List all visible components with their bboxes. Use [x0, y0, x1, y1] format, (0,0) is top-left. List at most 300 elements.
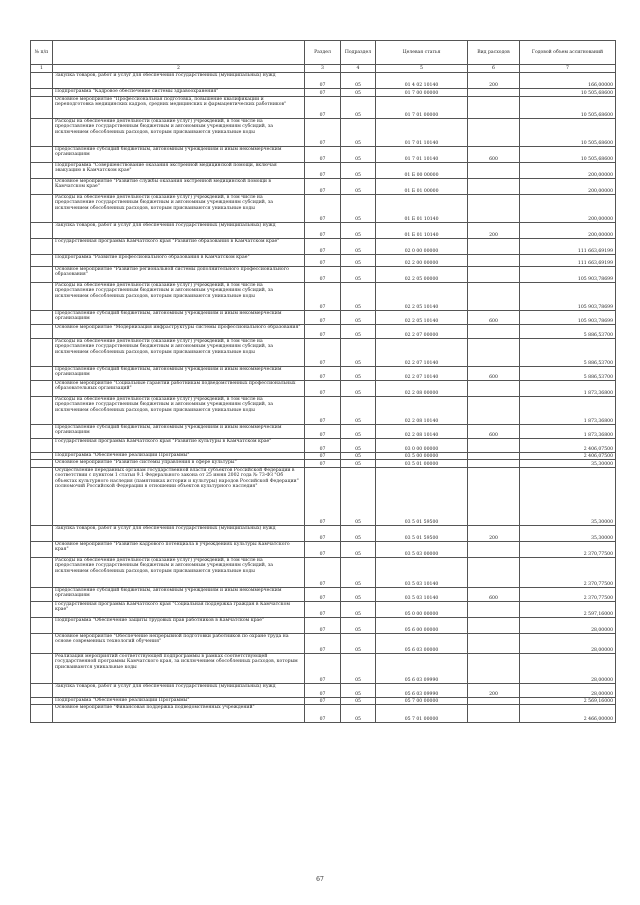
table-row	[31, 654, 616, 684]
row-podrazdel: 05	[341, 654, 376, 684]
row-podrazdel: 05	[341, 267, 376, 283]
row-name: Закупка товаров, работ и услуг для обеспечения государственных (муниципальных) нужд	[53, 223, 305, 239]
row-expense-type: 600	[468, 588, 520, 602]
row-razdel: 07	[305, 558, 341, 588]
index-cell: 2	[53, 65, 305, 73]
row-sum: 10 505,68600	[520, 147, 616, 163]
row-target-article: 01 4 02 10140	[376, 73, 468, 89]
table-row	[31, 618, 616, 634]
table-row	[31, 97, 616, 119]
row-podrazdel: 05	[341, 618, 376, 634]
row-expense-type	[468, 698, 520, 705]
row-razdel: 07	[305, 267, 341, 283]
table-row	[31, 453, 616, 460]
row-podrazdel: 05	[341, 283, 376, 311]
row-name: Подпрограмма "Обеспечение защиты трудовых прав работников в Камчатском крае"	[53, 618, 305, 634]
row-sum: 5 886,53700	[520, 367, 616, 381]
row-sum: 2 597,16000	[520, 602, 616, 618]
row-razdel: 07	[305, 618, 341, 634]
row-podrazdel: 05	[341, 381, 376, 397]
row-razdel: 07	[305, 588, 341, 602]
table-row	[31, 634, 616, 654]
row-expense-type	[468, 283, 520, 311]
row-target-article: 05 0 00 00000	[376, 602, 468, 618]
row-expense-type	[468, 97, 520, 119]
row-sum: 10 505,68600	[520, 119, 616, 147]
row-name: Подпрограмма "Развитие профессионального образования в Камчатском крае"	[53, 255, 305, 267]
row-expense-type: 600	[468, 425, 520, 439]
row-target-article: 01 7 01 00000	[376, 97, 468, 119]
table-row	[31, 267, 616, 283]
row-name: Реализация мероприятий соответствующей подпрограммы в рамках соответствующей государственной программы Камчатского края, за исключением обособленных расходов, которым присваиваются уникальные коды	[53, 654, 305, 684]
row-sum: 28,00000	[520, 654, 616, 684]
row-razdel: 07	[305, 397, 341, 425]
row-expense-type	[468, 195, 520, 223]
row-name: Предоставление субсидий бюджетным, автономным учреждениям и иным некоммерческим организациям	[53, 425, 305, 439]
table-row	[31, 283, 616, 311]
row-target-article: 03 5 01 59500	[376, 468, 468, 526]
row-name: Государственная программа Камчатского края "Развитие культуры в Камчатском крае"	[53, 439, 305, 453]
row-podrazdel: 05	[341, 73, 376, 89]
table-row	[31, 255, 616, 267]
row-name: Основное мероприятие "Развитие службы оказания экстренной медицинской помощи в Камчатском крае"	[53, 179, 305, 195]
index-cell: 6	[468, 65, 520, 73]
row-sum: 1 873,36800	[520, 397, 616, 425]
page-number: 67	[316, 876, 324, 883]
row-number	[31, 239, 53, 255]
row-target-article: 03 0 00 00000	[376, 439, 468, 453]
row-target-article: 05 6 03 09990	[376, 654, 468, 684]
row-razdel: 07	[305, 73, 341, 89]
row-razdel: 07	[305, 634, 341, 654]
table-row	[31, 179, 616, 195]
row-name: Расходы на обеспечение деятельности (оказание услуг) учреждений, в том числе на предоставление государственным бюджетным и автономным учреждениям субсидий, за исключением обособленных расходов, которым присваиваются уникальные коды	[53, 339, 305, 367]
row-podrazdel: 05	[341, 367, 376, 381]
table-row	[31, 163, 616, 179]
index-cell: 4	[341, 65, 376, 73]
row-number	[31, 311, 53, 325]
table-row	[31, 367, 616, 381]
row-number	[31, 705, 53, 723]
row-number	[31, 267, 53, 283]
row-sum: 10 505,68600	[520, 97, 616, 119]
row-sum: 35,30000	[520, 468, 616, 526]
row-podrazdel: 05	[341, 558, 376, 588]
table-row	[31, 468, 616, 526]
row-podrazdel: 05	[341, 684, 376, 698]
row-razdel: 07	[305, 195, 341, 223]
row-name: Подпрограмма "Совершенствование оказания экстренной медицинской помощи, включая эвакуацию в Камчатском крае"	[53, 163, 305, 179]
row-sum: 2 370,77500	[520, 542, 616, 558]
row-sum: 200,00000	[520, 195, 616, 223]
row-sum: 28,00000	[520, 618, 616, 634]
row-expense-type	[468, 460, 520, 468]
row-number	[31, 147, 53, 163]
index-cell: 7	[520, 65, 616, 73]
row-expense-type	[468, 397, 520, 425]
row-name: Закупка товаров, работ и услуг для обеспечения государственных (муниципальных) нужд	[53, 73, 305, 89]
row-name: Осуществление переданных органам государственной власти субъектов Российской Федерации в соответствии с пунктом 1 статьи 9.1 Федерального закона от 25 июня 2002 года № 73-ФЗ "Об объектах культурного наследия (памятниках истории и культуры) народов Российской Федерации" полномочий Российской Федерации в отношении объектов культурного наследия"	[53, 468, 305, 526]
row-sum: 1 873,36800	[520, 381, 616, 397]
row-number	[31, 542, 53, 558]
row-number	[31, 468, 53, 526]
row-expense-type	[468, 618, 520, 634]
header-num: № п/п	[31, 41, 53, 65]
row-expense-type	[468, 453, 520, 460]
index-cell: 1	[31, 65, 53, 73]
header-name	[53, 41, 305, 65]
table-row	[31, 558, 616, 588]
index-cell: 3	[305, 65, 341, 73]
row-sum: 2 370,77500	[520, 588, 616, 602]
budget-page	[30, 40, 615, 723]
row-number	[31, 425, 53, 439]
row-name: Государственная программа Камчатского края "Развитие образования в Камчатском крае"	[53, 239, 305, 255]
row-razdel: 07	[305, 684, 341, 698]
row-expense-type	[468, 119, 520, 147]
row-name: Основное мероприятие "Модернизация инфраструктуры системы профессионального образования"	[53, 325, 305, 339]
row-razdel: 07	[305, 460, 341, 468]
row-name: Основное мероприятие "Обеспечение непрерывной подготовки работников по охране труда на основе современных технологий обучения"	[53, 634, 305, 654]
row-target-article: 03 5 01 00000	[376, 460, 468, 468]
row-number	[31, 367, 53, 381]
row-sum: 200,00000	[520, 163, 616, 179]
row-name: Расходы на обеспечение деятельности (оказание услуг) учреждений, в том числе на предоставление государственным бюджетным и автономным учреждениям субсидий, за исключением обособленных расходов, которым присваиваются уникальные коды	[53, 195, 305, 223]
row-razdel: 07	[305, 705, 341, 723]
row-razdel: 07	[305, 163, 341, 179]
row-podrazdel: 05	[341, 698, 376, 705]
row-number	[31, 223, 53, 239]
row-razdel: 07	[305, 468, 341, 526]
row-razdel: 07	[305, 223, 341, 239]
row-sum: 10 505,68600	[520, 89, 616, 97]
row-target-article: 02 2 05 00000	[376, 267, 468, 283]
row-target-article: 03 5 03 10140	[376, 588, 468, 602]
table-row	[31, 381, 616, 397]
row-name: Предоставление субсидий бюджетным, автономным учреждениям и иным некоммерческим организациям	[53, 367, 305, 381]
row-expense-type	[468, 255, 520, 267]
row-name: Основное мероприятие "Финансовая поддержка подведомственных учреждений"	[53, 705, 305, 723]
row-name: Предоставление субсидий бюджетным, автономным учреждениям и иным некоммерческим организациям	[53, 588, 305, 602]
row-sum: 28,00000	[520, 684, 616, 698]
table-row	[31, 339, 616, 367]
row-razdel: 07	[305, 119, 341, 147]
row-podrazdel: 05	[341, 325, 376, 339]
row-podrazdel: 05	[341, 439, 376, 453]
row-razdel: 07	[305, 381, 341, 397]
row-expense-type: 200	[468, 526, 520, 542]
header-target-article: Целевая статья	[376, 41, 468, 65]
row-number	[31, 163, 53, 179]
row-number	[31, 283, 53, 311]
table-row	[31, 223, 616, 239]
row-number	[31, 397, 53, 425]
row-sum: 28,00000	[520, 634, 616, 654]
row-razdel: 07	[305, 542, 341, 558]
row-expense-type: 200	[468, 73, 520, 89]
table-row	[31, 73, 616, 89]
row-number	[31, 97, 53, 119]
row-number	[31, 453, 53, 460]
row-razdel: 07	[305, 453, 341, 460]
budget-table	[30, 40, 616, 723]
row-target-article: 05 7 00 00000	[376, 698, 468, 705]
row-podrazdel: 05	[341, 195, 376, 223]
row-target-article: 05 6 03 00000	[376, 634, 468, 654]
row-razdel: 07	[305, 255, 341, 267]
index-cell: 5	[376, 65, 468, 73]
table-row	[31, 147, 616, 163]
row-razdel: 07	[305, 367, 341, 381]
row-sum: 2 569,16000	[520, 698, 616, 705]
row-podrazdel: 05	[341, 453, 376, 460]
row-name: Основное мероприятие "Развитие системы управления в сфере культуры"	[53, 460, 305, 468]
table-row	[31, 195, 616, 223]
row-razdel: 07	[305, 283, 341, 311]
row-razdel: 07	[305, 425, 341, 439]
row-name: Подпрограмма "Кадровое обеспечение системы здравоохранения"	[53, 89, 305, 97]
row-target-article: 01 7 01 10140	[376, 119, 468, 147]
row-expense-type	[468, 654, 520, 684]
row-razdel: 07	[305, 89, 341, 97]
header-expense-type: Вид расходов	[468, 41, 520, 65]
row-podrazdel: 05	[341, 588, 376, 602]
row-expense-type: 600	[468, 147, 520, 163]
table-row	[31, 119, 616, 147]
row-name: Основное мероприятие "Социальные гарантии работникам подведомственных профессиональных образовательных организаций"	[53, 381, 305, 397]
row-number	[31, 602, 53, 618]
row-razdel: 07	[305, 698, 341, 705]
row-podrazdel: 05	[341, 255, 376, 267]
row-expense-type	[468, 381, 520, 397]
row-sum: 105 903,78699	[520, 267, 616, 283]
row-podrazdel: 05	[341, 223, 376, 239]
row-number	[31, 618, 53, 634]
row-sum: 2 406,07500	[520, 439, 616, 453]
table-row	[31, 239, 616, 255]
row-podrazdel: 05	[341, 460, 376, 468]
row-sum: 2 406,07500	[520, 453, 616, 460]
row-number	[31, 588, 53, 602]
header-podrazdel: Подраздел	[341, 41, 376, 65]
row-target-article: 02 2 05 10140	[376, 311, 468, 325]
row-sum: 200,00000	[520, 223, 616, 239]
row-number	[31, 439, 53, 453]
table-row	[31, 325, 616, 339]
row-target-article: 01 Б 01 00000	[376, 179, 468, 195]
row-razdel: 07	[305, 147, 341, 163]
row-target-article: 01 Б 01 10140	[376, 195, 468, 223]
row-expense-type	[468, 542, 520, 558]
row-number	[31, 460, 53, 468]
row-target-article: 02 2 08 10140	[376, 397, 468, 425]
table-body	[31, 73, 616, 723]
row-expense-type	[468, 239, 520, 255]
row-name: Расходы на обеспечение деятельности (оказание услуг) учреждений, в том числе на предоставление государственным бюджетным и автономным учреждениям субсидий, за исключением обособленных расходов, которым присваиваются уникальные коды	[53, 397, 305, 425]
row-name: Предоставление субсидий бюджетным, автономным учреждениям и иным некоммерческим организациям	[53, 311, 305, 325]
row-razdel: 07	[305, 602, 341, 618]
row-name: Расходы на обеспечение деятельности (оказание услуг) учреждений, в том числе на предоставление государственным бюджетным и автономным учреждениям субсидий, за исключением обособленных расходов, которым присваиваются уникальные коды	[53, 558, 305, 588]
row-number	[31, 698, 53, 705]
row-expense-type	[468, 179, 520, 195]
row-number	[31, 558, 53, 588]
row-razdel: 07	[305, 439, 341, 453]
row-razdel: 07	[305, 526, 341, 542]
row-target-article: 02 2 07 00000	[376, 325, 468, 339]
row-target-article: 02 2 07 10140	[376, 367, 468, 381]
row-name: Расходы на обеспечение деятельности (оказание услуг) учреждений, в том числе на предоставление государственным бюджетным и автономным учреждениям субсидий, за исключением обособленных расходов, которым присваиваются уникальные коды	[53, 283, 305, 311]
header-annual-sum: Годовой объем ассигнований	[520, 41, 616, 65]
row-target-article: 05 7 01 00000	[376, 705, 468, 723]
row-podrazdel: 05	[341, 339, 376, 367]
table-header-row	[31, 41, 616, 65]
row-number	[31, 325, 53, 339]
row-target-article: 02 2 07 10140	[376, 339, 468, 367]
row-number	[31, 381, 53, 397]
table-row	[31, 705, 616, 723]
row-expense-type: 600	[468, 311, 520, 325]
table-row	[31, 698, 616, 705]
row-target-article: 05 6 03 09990	[376, 684, 468, 698]
row-expense-type	[468, 89, 520, 97]
row-sum: 105 903,78699	[520, 283, 616, 311]
row-sum: 35,30000	[520, 526, 616, 542]
row-sum: 111 663,69199	[520, 239, 616, 255]
row-razdel: 07	[305, 325, 341, 339]
row-name: Основное мероприятие "Развитие кадрового потенциала в учреждениях культуры Камчатского края"	[53, 542, 305, 558]
row-number	[31, 339, 53, 367]
row-sum: 200,00000	[520, 179, 616, 195]
row-sum: 2 370,77500	[520, 558, 616, 588]
row-name: Закупка товаров, работ и услуг для обеспечения государственных (муниципальных) нужд	[53, 684, 305, 698]
row-target-article: 01 Б 01 10140	[376, 223, 468, 239]
row-expense-type	[468, 339, 520, 367]
table-row	[31, 425, 616, 439]
row-number	[31, 89, 53, 97]
row-sum: 5 886,53700	[520, 339, 616, 367]
table-row	[31, 397, 616, 425]
row-expense-type	[468, 439, 520, 453]
row-razdel: 07	[305, 654, 341, 684]
table-row	[31, 311, 616, 325]
row-name: Подпрограмма "Обеспечение реализации Программы"	[53, 698, 305, 705]
row-expense-type	[468, 163, 520, 179]
row-podrazdel: 05	[341, 239, 376, 255]
row-number	[31, 179, 53, 195]
row-podrazdel: 05	[341, 602, 376, 618]
row-target-article: 03 5 00 00000	[376, 453, 468, 460]
row-podrazdel: 05	[341, 634, 376, 654]
row-sum: 111 663,69199	[520, 255, 616, 267]
table-row	[31, 439, 616, 453]
row-name: Основное мероприятие "Развитие региональной системы дополнительного профессионального образования"	[53, 267, 305, 283]
row-name: Закупка товаров, работ и услуг для обеспечения государственных (муниципальных) нужд	[53, 526, 305, 542]
row-name: Подпрограмма "Обеспечение реализации Программы"	[53, 453, 305, 460]
row-target-article: 02 0 00 00000	[376, 239, 468, 255]
table-row	[31, 460, 616, 468]
row-target-article: 02 2 00 00000	[376, 255, 468, 267]
row-podrazdel: 05	[341, 397, 376, 425]
row-expense-type	[468, 558, 520, 588]
table-row	[31, 684, 616, 698]
row-razdel: 07	[305, 339, 341, 367]
table-row	[31, 526, 616, 542]
row-expense-type	[468, 602, 520, 618]
row-podrazdel: 05	[341, 311, 376, 325]
row-target-article: 01 7 01 10140	[376, 147, 468, 163]
row-expense-type	[468, 325, 520, 339]
row-name: Предоставление субсидий бюджетным, автономным учреждениям и иным некоммерческим организациям	[53, 147, 305, 163]
row-expense-type: 200	[468, 223, 520, 239]
row-podrazdel: 05	[341, 425, 376, 439]
row-razdel: 07	[305, 239, 341, 255]
row-podrazdel: 05	[341, 542, 376, 558]
row-target-article: 05 6 00 00000	[376, 618, 468, 634]
row-target-article: 01 Б 00 00000	[376, 163, 468, 179]
row-number	[31, 634, 53, 654]
row-expense-type	[468, 705, 520, 723]
row-razdel: 07	[305, 179, 341, 195]
row-name: Государственная программа Камчатского края "Социальная поддержка граждан в Камчатском крае"	[53, 602, 305, 618]
row-sum: 2 466,00000	[520, 705, 616, 723]
row-target-article: 02 2 08 10140	[376, 425, 468, 439]
row-sum: 5 886,53700	[520, 325, 616, 339]
row-podrazdel: 05	[341, 705, 376, 723]
row-expense-type: 600	[468, 367, 520, 381]
row-podrazdel: 05	[341, 89, 376, 97]
row-sum: 166,00000	[520, 73, 616, 89]
row-podrazdel: 05	[341, 147, 376, 163]
table-row	[31, 602, 616, 618]
row-target-article: 03 5 03 00000	[376, 542, 468, 558]
row-target-article: 02 2 08 00000	[376, 381, 468, 397]
row-sum: 35,30000	[520, 460, 616, 468]
row-expense-type: 200	[468, 684, 520, 698]
row-name: Расходы на обеспечение деятельности (оказание услуг) учреждений, в том числе на предоставление государственным бюджетным и автономным учреждениям субсидий, за исключением обособленных расходов, которым присваиваются уникальные коды	[53, 119, 305, 147]
row-expense-type	[468, 468, 520, 526]
row-podrazdel: 05	[341, 468, 376, 526]
row-razdel: 07	[305, 311, 341, 325]
row-razdel: 07	[305, 97, 341, 119]
row-number	[31, 255, 53, 267]
row-number	[31, 73, 53, 89]
row-expense-type	[468, 634, 520, 654]
row-target-article: 03 5 01 59500	[376, 526, 468, 542]
row-name: Основное мероприятие "Профессиональная подготовка, повышение квалификации и переподготовка медицинских кадров, средних медицинских и фармацевтических работников"	[53, 97, 305, 119]
row-podrazdel: 05	[341, 179, 376, 195]
row-number	[31, 526, 53, 542]
row-sum: 105 903,78699	[520, 311, 616, 325]
row-podrazdel: 05	[341, 526, 376, 542]
row-podrazdel: 05	[341, 97, 376, 119]
table-row	[31, 588, 616, 602]
table-row	[31, 89, 616, 97]
row-number	[31, 684, 53, 698]
row-target-article: 01 7 00 00000	[376, 89, 468, 97]
table-row	[31, 542, 616, 558]
row-number	[31, 654, 53, 684]
row-target-article: 02 2 05 10140	[376, 283, 468, 311]
header-razdel: Раздел	[305, 41, 341, 65]
row-sum: 1 873,36800	[520, 425, 616, 439]
row-target-article: 03 5 03 10140	[376, 558, 468, 588]
row-podrazdel: 05	[341, 163, 376, 179]
row-expense-type	[468, 267, 520, 283]
row-number	[31, 195, 53, 223]
row-podrazdel: 05	[341, 119, 376, 147]
row-number	[31, 119, 53, 147]
table-index-row	[31, 65, 616, 73]
